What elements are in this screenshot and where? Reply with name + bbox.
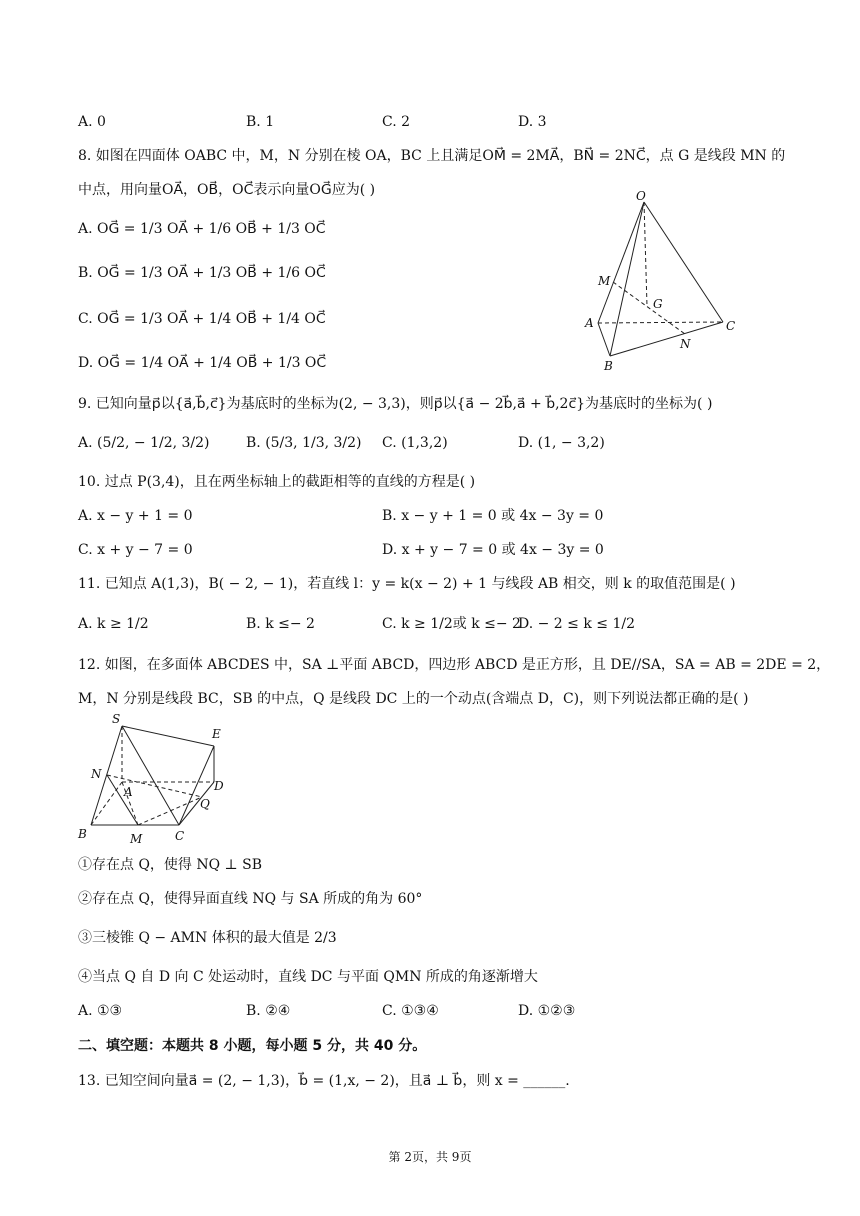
q11-option-a: A. k ≥ 1/2 — [78, 616, 149, 632]
q10-option-a: A. x − y + 1 = 0 — [78, 508, 193, 524]
q12-option-d: D. ①②③ — [518, 1003, 576, 1019]
q12-label-n: N — [91, 767, 102, 781]
q8-stem-line1: 8. 如图在四面体 OABC 中，M，N 分别在棱 OA，BC 上且满足OM⃗ = 2MA⃗，BN⃗ = 2NC⃗，点 G 是线段 MN 的 — [78, 148, 786, 164]
q9-option-c: C. (1,3,2) — [382, 435, 448, 451]
q11-option-d: D. − 2 ≤ k ≤ 1/2 — [518, 616, 635, 632]
q9-option-b: B. (5/3, 1/3, 3/2) — [246, 435, 362, 451]
q10-option-c: C. x + y − 7 = 0 — [78, 542, 193, 558]
page-footer: 第 2页，共 9页 — [388, 1150, 472, 1164]
q8-label-a: A — [585, 316, 594, 330]
q13-stem: 13. 已知空间向量a⃗ = (2, − 1,3)，b⃗ = (1,x, − 2)，且a⃗ ⊥ b⃗，则 x = ______. — [78, 1073, 570, 1089]
q12-option-a: A. ①③ — [78, 1003, 123, 1019]
q8-label-c: C — [726, 319, 736, 333]
q8-option-c: C. OG⃗ = 1/3 OA⃗ + 1/4 OB⃗ + 1/4 OC⃗ — [78, 311, 326, 327]
q8-option-d: D. OG⃗ = 1/4 OA⃗ + 1/4 OB⃗ + 1/3 OC⃗ — [78, 355, 327, 371]
q12-label-q: Q — [200, 797, 210, 811]
q12-polyhedron-figure — [74, 712, 234, 847]
q12-statement-1: ①存在点 Q，使得 NQ ⊥ SB — [78, 857, 263, 873]
q8-label-o: O — [636, 189, 646, 203]
q8-label-m: M — [598, 274, 611, 288]
q8-label-g: G — [653, 297, 663, 311]
q7-option-c: C. 2 — [382, 114, 411, 130]
q12-stem-line1: 12. 如图，在多面体 ABCDES 中，SA ⊥平面 ABCD，四边形 ABCD 是正方形，且 DE//SA，SA = AB = 2DE = 2， — [78, 657, 831, 673]
q7-option-b: B. 1 — [246, 114, 275, 130]
section-heading-fill-blank: 二、填空题：本题共 8 小题，每小题 5 分，共 40 分。 — [78, 1038, 427, 1054]
q11-option-b: B. k ≤− 2 — [246, 616, 315, 632]
q12-label-s: S — [112, 712, 121, 726]
q9-option-d: D. (1, − 3,2) — [518, 435, 605, 451]
q8-option-a: A. OG⃗ = 1/3 OA⃗ + 1/6 OB⃗ + 1/3 OC⃗ — [78, 221, 326, 237]
q12-label-d: D — [214, 779, 224, 793]
q7-option-a: A. 0 — [78, 114, 106, 130]
q12-option-b: B. ②④ — [246, 1003, 291, 1019]
q8-tetrahedron-figure — [580, 188, 750, 378]
q8-label-n: N — [680, 337, 691, 351]
q9-stem: 9. 已知向量p⃗以{a⃗,b⃗,c⃗}为基底时的坐标为(2, − 3,3)，则p⃗以{a⃗ − 2b⃗,a⃗ + b⃗,2c⃗}为基底时的坐标为( ) — [78, 396, 713, 412]
q7-option-d: D. 3 — [518, 114, 547, 130]
q12-statement-3: ③三棱锥 Q − AMN 体积的最大值是 2/3 — [78, 930, 337, 946]
q9-option-a: A. (5/2, − 1/2, 3/2) — [78, 435, 210, 451]
q8-label-b: B — [604, 359, 613, 373]
q12-statement-4: ④当点 Q 自 D 向 C 处运动时，直线 DC 与平面 QMN 所成的角逐渐增大 — [78, 969, 538, 985]
q12-statement-2: ②存在点 Q，使得异面直线 NQ 与 SA 所成的角为 60° — [78, 891, 423, 907]
q11-option-c: C. k ≥ 1/2或 k ≤− 2 — [382, 616, 521, 632]
q12-stem-line2: M，N 分别是线段 BC，SB 的中点，Q 是线段 DC 上的一个动点(含端点 D，C)，则下列说法都正确的是( ) — [78, 691, 749, 707]
q12-label-b: B — [78, 827, 87, 841]
q10-stem: 10. 过点 P(3,4)，且在两坐标轴上的截距相等的直线的方程是( ) — [78, 474, 476, 490]
q12-label-m: M — [130, 832, 143, 846]
q11-stem: 11. 已知点 A(1,3)，B( − 2, − 1)，若直线 l：y = k(x − 2) + 1 与线段 AB 相交，则 k 的取值范围是( ) — [78, 576, 736, 592]
q8-option-b: B. OG⃗ = 1/3 OA⃗ + 1/3 OB⃗ + 1/6 OC⃗ — [78, 265, 326, 281]
q12-label-e: E — [212, 727, 221, 741]
q12-label-a: A — [124, 785, 133, 799]
q10-option-b: B. x − y + 1 = 0 或 4x − 3y = 0 — [382, 508, 604, 524]
q10-option-d: D. x + y − 7 = 0 或 4x − 3y = 0 — [382, 542, 604, 558]
q12-option-c: C. ①③④ — [382, 1003, 439, 1019]
q8-stem-line2: 中点，用向量OA⃗，OB⃗，OC⃗表示向量OG⃗应为( ) — [78, 182, 376, 198]
q12-label-c: C — [175, 829, 185, 843]
